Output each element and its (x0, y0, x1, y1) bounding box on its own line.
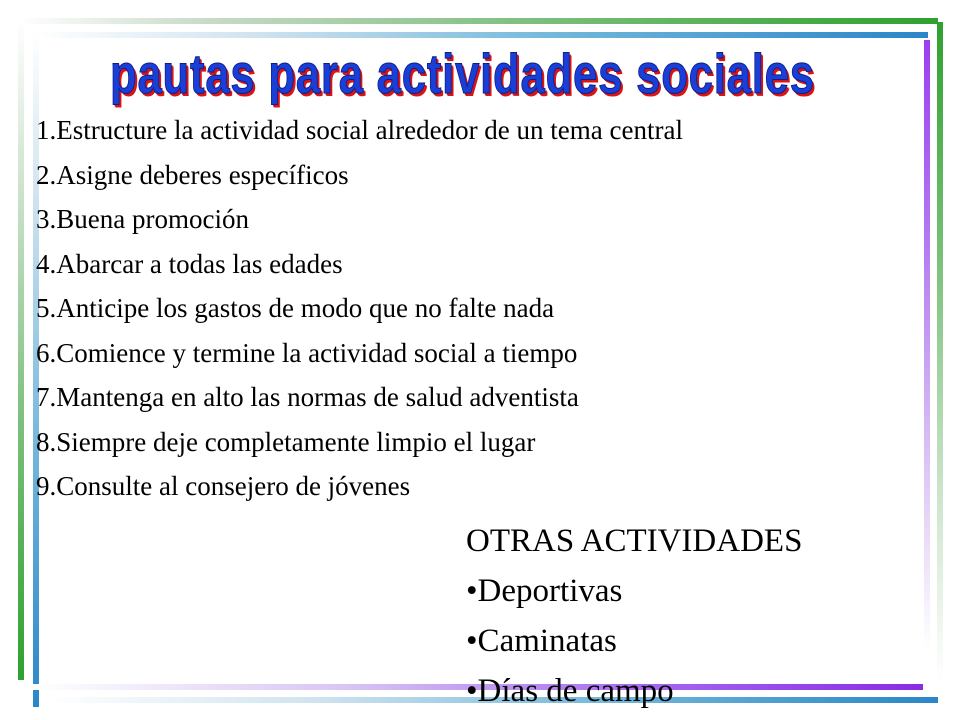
guideline-item: 4.Abarcar a todas las edades (36, 248, 343, 279)
frame-top-inner-bar (33, 32, 928, 38)
other-activity-item: •Días de campo (466, 673, 674, 709)
guideline-item: 7.Mantenga en alto las normas de salud adventista (36, 382, 579, 412)
other-activity-item: •Caminatas (466, 623, 617, 659)
guideline-item: 3.Buena promoción (36, 204, 249, 234)
guideline-item: 6.Comience y termine la actividad social a tiempo (36, 337, 578, 368)
guideline-item: 9.Consulte al consejero de jóvenes (36, 471, 411, 501)
guideline-item: 8.Siempre deje completamente limpio el lugar (36, 426, 536, 457)
guideline-item: 2.Asigne deberes específicos (36, 159, 349, 190)
frame-top-outer-bar (18, 18, 938, 24)
guideline-item: 1.Estructure la actividad social alrededor de un tema central (36, 115, 683, 145)
other-activities-list (466, 566, 802, 716)
frame-left-outer-bar (18, 18, 24, 680)
slide-title: pautas para actividades sociales (110, 42, 815, 105)
guidelines-list (36, 108, 683, 509)
other-activities-heading: OTRAS ACTIVIDADES (466, 523, 803, 559)
frame-right-outer-bar (937, 22, 943, 682)
other-activity-item: •Deportivas (466, 573, 623, 609)
guideline-item: 5.Anticipe los gastos de modo que no falte nada (36, 293, 555, 323)
other-activities (466, 516, 802, 716)
frame-right-inner-bar (924, 40, 930, 650)
